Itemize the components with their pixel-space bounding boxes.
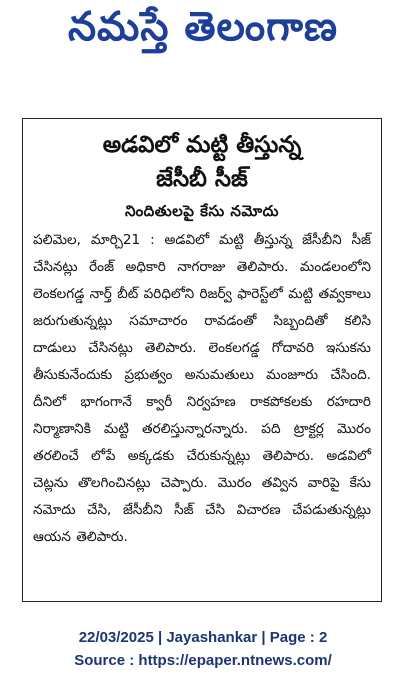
headline-line-2: జేసీబీ సీజ్ [156,166,248,192]
news-clipping [22,118,382,602]
subheadline: నిందితులపై కేసు నమోదు [125,202,279,220]
edition-info: 22/03/2025 | Jayashankar | Page : 2 [78,629,328,646]
headline-line-1: అడవిలో మట్టి తీస్తున్న [102,132,302,158]
article-body: పలిమెల, మార్చి21 : అడవిలో మట్టి తీస్తున్న జేసీబీని సీజ్ చేసినట్లు రేంజ్ అధికారి నాగరాజు తెలిపారు. మండలంలోని లెంకలగడ్డ నార్త్ బీట్ పరిధిలోని రిజర్వ్ ఫారెస్ట్‌లో మట్టి తవ్వకాలు జరుగుతున్నట్లు సమాచారం రావడంతో సిబ్బందితో కలిసి దాడులు చేసినట్లు తెలిపారు. లెంకలగడ్డ గోదావరి ఇసుకను తీసుకునేందుకు ప్రభుత్వం అనుమతులు మంజూరు చేసింది. దీనిలో భాగంగానే క్వారీ నిర్వహణ రాకపోకలకు రహదారి నిర్మాణానికి మట్టి తరలిస్తున్నారన్నారు. పది ట్రాక్టర్ల మొరం తరలించే లోపే అక్కడకు చేరుకున్నట్లు తెలిపారు. అడవిలో చెట్లను తొలగించినట్లు చెప్పారు. మొరం తవ్విన వారిపై కేసు నమోదు చేసి, జేసీబీని సీజ్ చేసి విచారణ చేపడుతున్నట్లు ఆయన తెలిపారు. [33,232,371,545]
newspaper-masthead: నమస్తే తెలంగాణ [67,4,339,50]
source-link[interactable]: Source : https://epaper.ntnews.com/ [74,652,332,669]
